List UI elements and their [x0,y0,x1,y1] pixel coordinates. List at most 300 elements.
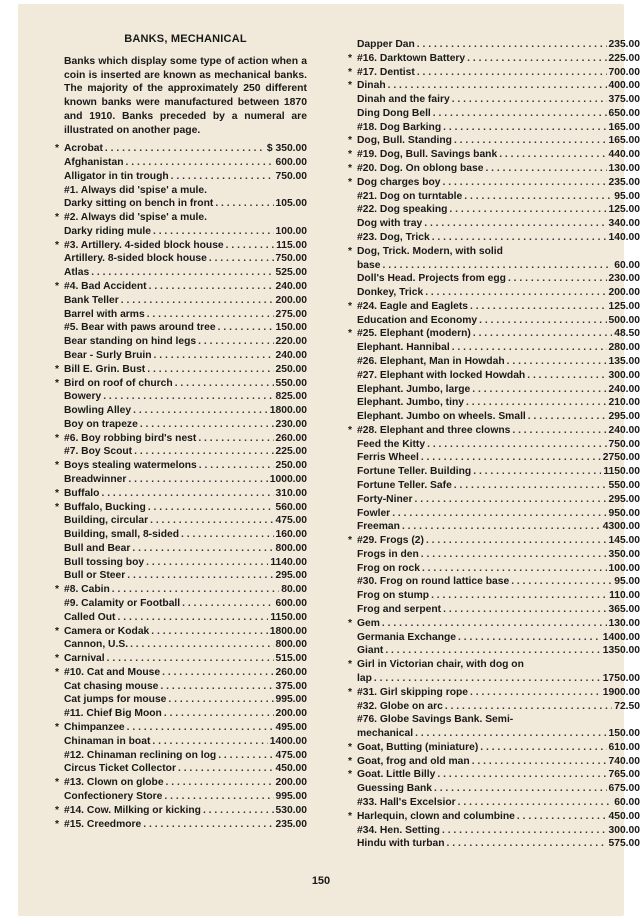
bank-name: Darky riding mule [64,225,151,237]
dot-leader [470,300,606,314]
illustration-marker: * [348,300,353,312]
dot-leader [473,465,601,479]
bank-price: 48.50 [614,328,640,340]
bank-price: 220.00 [275,336,307,348]
bank-price: 235.00 [275,818,307,830]
illustration-marker: * [55,666,60,678]
bank-price: 1350.00 [602,645,640,657]
bank-name: Bull or Steer [64,570,126,582]
illustration-marker: * [55,143,60,155]
bank-price: 100.00 [275,225,307,237]
bank-name: Bird on roof of church [64,377,173,389]
dot-leader [132,542,273,556]
bank-name: #19. Dog, Bull. Savings bank [357,149,498,161]
list-item [55,459,307,473]
bank-name: #8. Cabin [64,584,110,596]
bank-price: 230.00 [608,273,640,285]
list-item [348,768,640,782]
illustration-marker: * [55,363,60,375]
dot-leader [415,493,607,507]
dot-leader [171,170,274,184]
dot-leader [126,156,274,170]
illustration-marker: * [55,501,60,513]
bank-price: 530.00 [275,804,307,816]
list-item [64,597,307,611]
list-item [357,465,640,479]
bank-name: Boy on trapeze [64,418,138,430]
dot-leader [121,294,274,308]
dot-leader [198,335,273,349]
list-item [64,445,307,459]
illustration-marker: * [55,625,60,637]
illustration-marker: * [348,80,353,92]
bank-name: Hindu with turban [357,838,445,850]
bank-price: 550.00 [608,480,640,491]
dot-leader [105,142,265,156]
bank-name: Buffalo [64,487,100,499]
dot-leader [422,562,607,576]
list-item [357,438,640,452]
bank-price: 340.00 [608,218,640,230]
dot-leader [374,672,601,686]
list-item [348,66,640,80]
bank-price: 4300.00 [602,521,640,533]
illustration-marker: * [348,769,353,781]
bank-name: Cat chasing mouse [64,680,159,692]
dot-leader [149,280,274,294]
bank-price: 1140.00 [270,556,307,568]
illustration-marker: * [348,686,353,698]
illustration-marker: * [348,810,353,822]
dot-leader [107,652,274,666]
bank-price: 495.00 [275,722,307,734]
dot-leader [160,680,273,694]
right-column [348,38,640,851]
list-item [64,321,307,335]
list-item [64,335,307,349]
dot-leader [512,424,606,438]
dot-leader [133,404,268,418]
dot-leader [421,451,601,465]
bank-price: 750.00 [275,170,307,182]
list-item [348,810,640,824]
bank-name: #2. Always did 'spise' a mule. [64,212,208,224]
dot-leader [388,79,607,93]
list-item [357,603,640,617]
bank-price: 1150.00 [270,611,307,623]
bank-name: Doll's Head. Projects from egg [357,273,506,285]
bank-price: 610.00 [608,741,640,753]
bank-price: 250.00 [275,460,307,472]
illustration-marker: * [55,239,60,251]
bank-name: Bank Teller [64,294,119,306]
list-item [357,589,640,603]
bank-name: Called Out [64,611,116,623]
bank-price: 225.00 [275,446,307,458]
bank-price: 250.00 [275,363,307,375]
list-item [348,617,640,631]
illustration-marker: * [348,617,353,629]
dot-leader [164,790,273,804]
dot-leader [443,603,606,617]
dot-leader [101,487,273,501]
bank-price: 60.00 [614,796,640,808]
bank-name: mechanical [357,728,414,740]
list-item [357,562,640,576]
list-item [348,755,640,769]
dot-leader [128,473,267,487]
dot-leader [485,162,606,176]
bank-price: 275.00 [275,308,307,320]
dot-leader [181,528,273,542]
list-item [64,556,307,570]
list-item [64,170,307,184]
list-item [64,611,307,625]
list-item [357,231,640,245]
bank-name: #7. Boy Scout [64,446,133,458]
dot-leader [437,768,606,782]
illustration-marker: * [348,328,353,340]
bank-name: Chimpanzee [64,722,125,734]
dot-leader [458,631,601,645]
bank-price: 560.00 [275,501,307,513]
bank-price: 800.00 [275,542,307,554]
illustration-marker: * [348,66,353,78]
bank-name: Fowler [357,507,391,519]
list-item [357,121,640,135]
dot-leader [452,93,607,107]
list-item [357,369,640,383]
bank-name: #34. Hen. Setting [357,824,440,836]
bank-price: 1400.00 [269,735,307,747]
list-item [357,203,640,217]
bank-price: 550.00 [275,377,307,389]
bank-price: 125.00 [608,204,640,216]
dot-leader [91,266,273,280]
bank-name: #14. Cow. Milking or kicking [64,804,201,816]
bank-price: 200.00 [275,708,307,720]
list-item [348,148,640,162]
bank-name: #12. Chinaman reclining on log [64,749,217,761]
bank-price: 1800.00 [269,405,307,417]
bank-price: 95.00 [614,190,640,202]
dot-leader [127,569,273,583]
bank-name: #32. Globe on arc [357,700,443,712]
dot-leader [103,390,273,404]
bank-name: Darky sitting on bench in front [64,198,214,210]
bank-price: 200.00 [608,287,640,299]
bank-name: Bull and Bear [64,542,131,554]
bank-price: 400.00 [608,80,640,92]
bank-price: 125.00 [608,300,640,312]
left-column [55,33,307,831]
bank-price: 295.00 [275,570,307,582]
bank-name: Goat. Little Billy [357,769,436,781]
bank-name: #9. Calamity or Football [64,598,181,609]
dot-leader [447,837,607,851]
illustration-marker: * [55,722,60,734]
bank-name: #17. Dentist [357,66,415,78]
dot-leader [162,666,273,680]
bank-price: 115.00 [276,239,307,251]
list-item [357,272,640,286]
list-item [357,38,640,52]
bank-price: 310.00 [275,487,307,499]
bank-name: base [357,259,381,271]
bank-name: Chinaman in boat [64,735,151,747]
bank-price: 1800.00 [269,625,307,637]
list-item [55,776,307,790]
bank-price: 105.00 [275,198,307,210]
illustration-marker: * [348,135,353,147]
bank-name: Dapper Dan [357,39,415,50]
bank-price: 350.00 [608,548,640,560]
illustration-marker: * [55,777,60,789]
bank-name: #26. Elephant, Man in Howdah [357,355,505,367]
list-item [55,363,307,377]
catalog-page [18,4,640,916]
bank-price: 450.00 [275,763,307,775]
bank-price: 2750.00 [602,452,640,464]
bank-price: 210.00 [608,397,640,409]
list-item [357,520,640,534]
illustration-marker: * [55,804,60,816]
bank-price: 475.00 [275,515,307,527]
list-item [348,134,640,148]
list-item [357,190,640,204]
list-item [64,308,307,322]
illustration-marker: * [55,212,60,224]
list-item [357,700,640,714]
list-item [348,686,640,700]
bank-price: 1400.00 [602,631,640,643]
bank-price: 260.00 [275,666,307,678]
dot-leader [449,203,606,217]
bank-name: #15. Creedmore [64,818,142,830]
dot-leader [473,327,612,341]
list-item [55,721,307,735]
bank-name: Guessing Bank [357,783,432,795]
list-item [357,713,640,727]
section-heading: BANKS, MECHANICAL [124,33,247,45]
bank-price: 240.00 [608,424,640,436]
bank-name: #20. Dog. On oblong base [357,163,484,175]
dot-leader [445,700,612,714]
list-item [64,156,307,170]
bank-name: Boys stealing watermelons [64,460,197,472]
list-item [55,280,307,294]
bank-name: Afghanistan [64,157,124,168]
list-item [348,176,640,190]
bank-name: #25. Elephant (modern) [357,328,471,340]
bank-price: 1750.00 [602,672,640,684]
bank-price: 750.00 [275,253,307,265]
dot-leader [226,239,274,253]
list-item [348,534,640,548]
dot-leader [392,507,606,521]
dot-leader [466,396,607,410]
bank-name: Cat jumps for mouse [64,694,167,706]
bank-price: 950.00 [608,507,640,519]
bank-price: 130.00 [608,617,640,629]
bank-name: #33. Hall's Excelsior [357,796,456,808]
bank-price: 500.00 [608,314,640,326]
illustration-marker: * [348,741,353,753]
dot-leader [432,231,607,245]
left-entry-list [55,142,307,831]
list-item [357,383,640,397]
dot-leader [203,804,274,818]
list-item [64,528,307,542]
bank-price: 995.00 [275,694,307,706]
bank-price: 150.00 [608,728,640,740]
list-item [348,424,640,438]
list-item [357,493,640,507]
bank-name: Dog, Bull. Standing [357,135,452,147]
dot-leader [146,556,268,570]
bank-price: 1000.00 [269,473,307,485]
dot-leader [154,349,274,363]
dot-leader [472,383,606,397]
bank-name: #18. Dog Barking [357,121,442,133]
bank-price: 765.00 [608,769,640,781]
list-item [64,294,307,308]
bank-price: 60.00 [614,259,640,271]
bank-price: 1150.00 [603,466,640,478]
bank-name: Elephant. Hannibal [357,342,450,354]
bank-name: Forty-Niner [357,493,413,505]
dot-leader [118,611,269,625]
bank-price: 295.00 [608,493,640,505]
bank-name: Dinah [357,80,386,92]
dot-leader [507,355,607,369]
list-item [357,341,640,355]
illustration-marker: * [348,52,353,64]
dot-leader [215,197,273,211]
bank-name: Bear standing on hind legs [64,336,197,348]
bank-name: #30. Frog on round lattice base [357,576,510,588]
dot-leader [443,121,606,135]
intro-paragraph: Banks which display some type of action when a coin is inserted are known as mechanical banks. The majority of the approximately 250 different known banks were manufactured between 1870 and 1910. Banks preceded by a numeral are illustrated on another page. [64,56,307,136]
bank-name: #21. Dog on turntable [357,190,463,202]
bank-name: Bowling Alley [64,405,132,417]
list-item [348,52,640,66]
bank-name: Building, small, 8-sided [64,529,180,541]
illustration-marker: * [348,245,353,257]
list-item [64,266,307,280]
dot-leader [454,134,607,148]
bank-name: #13. Clown on globe [64,777,164,789]
list-item [55,625,307,639]
bank-price: 515.00 [275,653,307,665]
list-item [357,837,640,851]
bank-name: Girl in Victorian chair, with dog on [357,659,524,671]
list-item [357,410,640,424]
list-item [55,211,307,225]
bank-price: 235.00 [608,39,640,50]
illustration-marker: * [55,432,60,444]
dot-leader [434,782,607,796]
bank-price: 230.00 [275,418,307,430]
list-item [55,377,307,391]
list-item [357,782,640,796]
illustration-marker: * [55,281,60,293]
list-item [64,542,307,556]
dot-leader [415,727,606,741]
illustration-marker: * [348,424,353,436]
bank-price: 235.00 [608,176,640,188]
dot-leader [443,176,607,190]
dot-leader [425,286,606,300]
list-item [55,501,307,515]
bank-price: 295.00 [608,411,640,423]
bank-price: 240.00 [275,281,307,293]
list-item [357,355,640,369]
bank-name: #6. Boy robbing bird's nest [64,432,197,444]
dot-leader [470,686,601,700]
bank-name: #23. Dog, Trick [357,231,430,243]
bank-price: 440.00 [608,149,640,161]
list-item [357,824,640,838]
bank-name: Bill E. Grin. Bust [64,363,146,375]
dot-leader [442,824,607,838]
list-item [64,197,307,211]
bank-price: 600.00 [275,157,307,168]
bank-name: Feed the Kitty [357,438,426,450]
bank-name: #4. Bad Accident [64,281,147,293]
list-item [348,79,640,93]
dot-leader [209,252,274,266]
list-item [357,796,640,810]
dot-leader [151,625,267,639]
bank-name: Acrobat [64,143,103,155]
bank-name: Bull tossing boy [64,556,145,568]
list-item [55,142,307,156]
list-item [357,575,640,589]
list-item [64,790,307,804]
bank-name: Atlas [64,267,90,279]
bank-price: 165.00 [608,135,640,147]
illustration-marker: * [348,149,353,161]
illustration-marker: * [55,487,60,499]
bank-name: Education and Economy [357,314,478,326]
list-item [64,390,307,404]
bank-price: 375.00 [275,680,307,692]
illustration-marker: * [348,163,353,175]
bank-name: Barrel with arms [64,308,145,320]
list-item [55,652,307,666]
list-item [64,569,307,583]
dot-leader [175,377,274,391]
list-item [357,217,640,231]
list-item [357,644,640,658]
bank-price: 130.00 [608,163,640,175]
bank-price: 145.00 [608,535,640,547]
list-item [357,93,640,107]
dot-leader [147,308,274,322]
dot-leader [164,707,274,721]
bank-name: #29. Frogs (2) [357,535,424,547]
dot-leader [218,749,273,763]
bank-price: 240.00 [275,349,307,361]
bank-name: Harlequin, clown and columbine [357,810,515,822]
bank-price: 300.00 [608,369,640,381]
dot-leader [454,479,607,493]
dot-leader [178,762,274,776]
bank-name: Ding Dong Bell [357,107,431,119]
list-item [357,451,640,465]
list-item [348,327,640,341]
